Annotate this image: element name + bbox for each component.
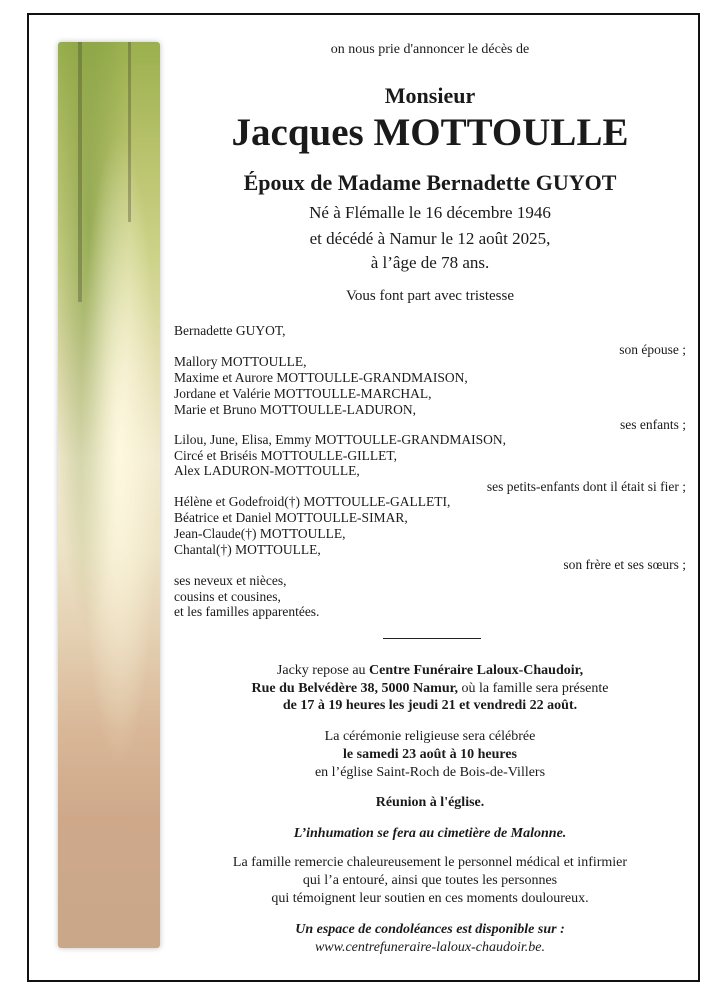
announce-line: Vous font part avec tristesse: [345, 288, 515, 304]
rest-line-1: Jacky repose au Centre Funéraire Laloux-Chaudoir,: [276, 663, 584, 678]
thanks-line-3: qui témoignent leur soutien en ces moments douloureux.: [271, 891, 589, 906]
website-link[interactable]: www.centrefuneraire-laloux-chaudoir.be.: [314, 940, 546, 955]
other-1: ses neveux et nièces,: [174, 573, 287, 588]
wife-role: son épouse ;: [619, 342, 686, 357]
child-3: Jordane et Valérie MOTTOULLE-MARCHAL,: [174, 386, 432, 401]
reunion-line: Réunion à l'église.: [375, 795, 485, 810]
birth-line: Né à Flémalle le 16 décembre 1946: [309, 203, 551, 222]
other-2: cousins et cousines,: [174, 589, 281, 604]
rest-line-3: de 17 à 19 heures les jeudi 21 et vendredi 22 août.: [282, 698, 578, 713]
children-role: ses enfants ;: [620, 417, 686, 432]
spouse-line: Époux de Madame Bernadette GUYOT: [243, 170, 617, 195]
ceremony-line-2: le samedi 23 août à 10 heures: [343, 747, 517, 762]
thanks-line-1: La famille remercie chaleureusement le personnel médical et infirmier: [232, 855, 628, 870]
ceremony-line-3: en l’église Saint-Roch de Bois-de-Villers: [314, 765, 546, 780]
child-2: Maxime et Aurore MOTTOULLE-GRANDMAISON,: [174, 370, 468, 385]
ceremony-line-1: La cérémonie religieuse sera célébrée: [324, 729, 536, 744]
sibling-4: Chantal(†) MOTTOULLE,: [174, 542, 321, 557]
separator: [383, 638, 481, 639]
burial-line: L’inhumation se fera au cimetière de Malonne.: [293, 826, 567, 841]
siblings-role: son frère et ses sœurs ;: [563, 557, 686, 572]
age-line: à l’âge de 78 ans.: [370, 253, 490, 272]
other-3: et les familles apparentées.: [174, 604, 320, 619]
child-1: Mallory MOTTOULLE,: [174, 354, 307, 369]
sibling-1: Hélène et Godefroid(†) MOTTOULLE-GALLETI,: [174, 494, 451, 509]
sibling-3: Jean-Claude(†) MOTTOULLE,: [174, 526, 346, 541]
grandchildren-role: ses petits-enfants dont il était si fier ;: [486, 479, 686, 494]
death-line: et décédé à Namur le 12 août 2025,: [309, 229, 551, 248]
grandchild-3: Alex LADURON-MOTTOULLE,: [174, 463, 360, 478]
thanks-line-2: qui l’a entouré, ainsi que toutes les personnes: [302, 873, 558, 888]
title-text: Monsieur: [384, 83, 476, 108]
condolences-line: Un espace de condoléances est disponible sur :: [295, 922, 565, 937]
intro-text: on nous prie d'annoncer le décès de: [330, 42, 530, 57]
deceased-name: Jacques MOTTOULLE: [231, 111, 629, 154]
grandchild-1: Lilou, June, Elisa, Emmy MOTTOULLE-GRANDMAISON,: [174, 432, 506, 447]
grandchild-2: Circé et Briséis MOTTOULLE-GILLET,: [174, 448, 397, 463]
sibling-2: Béatrice et Daniel MOTTOULLE-SIMAR,: [174, 510, 408, 525]
child-4: Marie et Bruno MOTTOULLE-LADURON,: [174, 402, 416, 417]
wife-name: Bernadette GUYOT,: [174, 323, 286, 338]
rest-line-2: Rue du Belvédère 38, 5000 Namur, où la famille sera présente: [251, 681, 609, 696]
